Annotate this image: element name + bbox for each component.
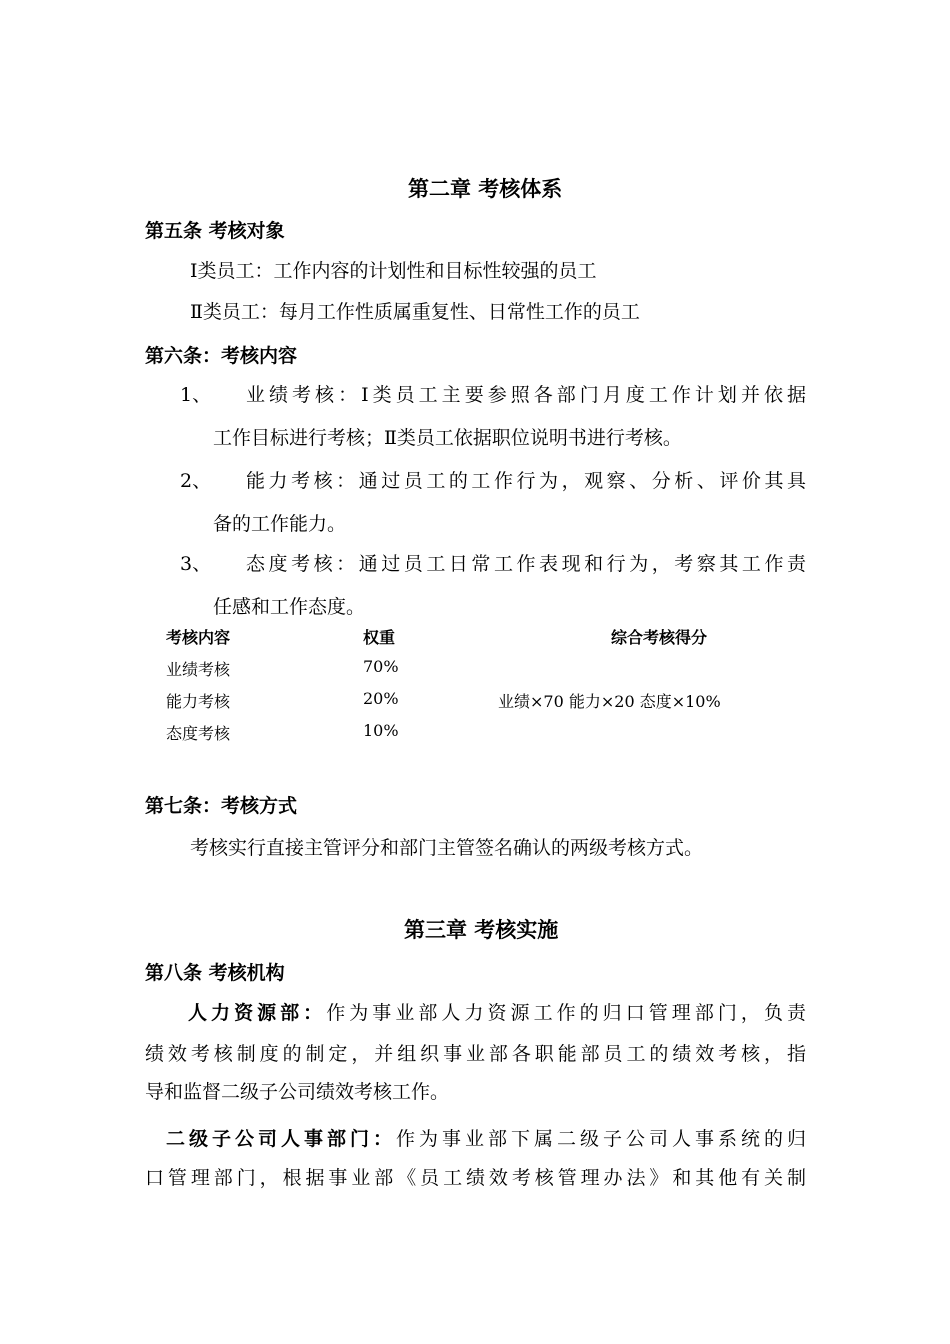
paragraph-line: 口管理部门，根据事业部《员工绩效考核管理办法》和其他有关制 [145,1167,806,1189]
table-header-item: 考核内容 [166,628,231,647]
list-item-line: 任感和工作态度。 [213,596,366,618]
chapter-2-title: 第二章 考核体系 [408,177,563,201]
list-item-number: 2、 [180,470,212,492]
list-item-line: 态度考核：通过员工日常工作表现和行为，考察其工作责 [246,553,806,575]
paragraph-line: 绩效考核制度的制定，并组织事业部各职能部员工的绩效考核，指 [145,1043,806,1065]
article-7-heading: 第七条：考核方式 [145,795,298,817]
paragraph-label: 人力资源部： [188,1002,327,1024]
paragraph-sub-hr-line-1 [166,1124,806,1151]
paragraph-text: 作为事业部下属二级子公司人事系统的归 [396,1128,806,1150]
paragraph-hr-line-1 [188,998,806,1025]
paragraph-label: 二级子公司人事部门： [166,1128,396,1150]
article-6-heading: 第六条：考核内容 [145,345,298,367]
table-header-weight: 权重 [363,628,396,647]
article-5-line-2: Ⅱ类员工：每月工作性质属重复性、日常性工作的员工 [190,301,640,323]
list-item-line: 业绩考核：Ⅰ类员工主要参照各部门月度工作计划并依据 [246,384,806,406]
chapter-3-title: 第三章 考核实施 [404,918,559,942]
list-item-line: 能力考核：通过员工的工作行为，观察、分析、评价其具 [246,470,806,492]
table-cell-item: 态度考核 [166,724,231,743]
list-item-number: 1、 [180,384,212,406]
table-cell-weight: 20% [363,689,399,708]
article-5-heading: 第五条 考核对象 [145,220,285,242]
paragraph-line: 导和监督二级子公司绩效考核工作。 [145,1081,450,1103]
table-cell-formula: 业绩×70 能力×20 态度×10% [498,692,721,711]
list-item-line: 工作目标进行考核；Ⅱ类员工依据职位说明书进行考核。 [213,427,682,449]
table-cell-item: 业绩考核 [166,660,231,679]
list-item-line: 备的工作能力。 [213,513,347,535]
paragraph-text: 作为事业部人力资源工作的归口管理部门，负责 [326,1002,806,1024]
list-item-number: 3、 [180,553,212,575]
article-8-heading: 第八条 考核机构 [145,962,285,984]
article-7-text: 考核实行直接主管评分和部门主管签名确认的两级考核方式。 [190,837,704,859]
table-cell-weight: 70% [363,657,399,676]
table-header-score: 综合考核得分 [611,628,708,647]
table-cell-weight: 10% [363,721,399,740]
article-5-line-1: Ⅰ类员工：工作内容的计划性和目标性较强的员工 [190,260,597,282]
table-cell-item: 能力考核 [166,692,231,711]
